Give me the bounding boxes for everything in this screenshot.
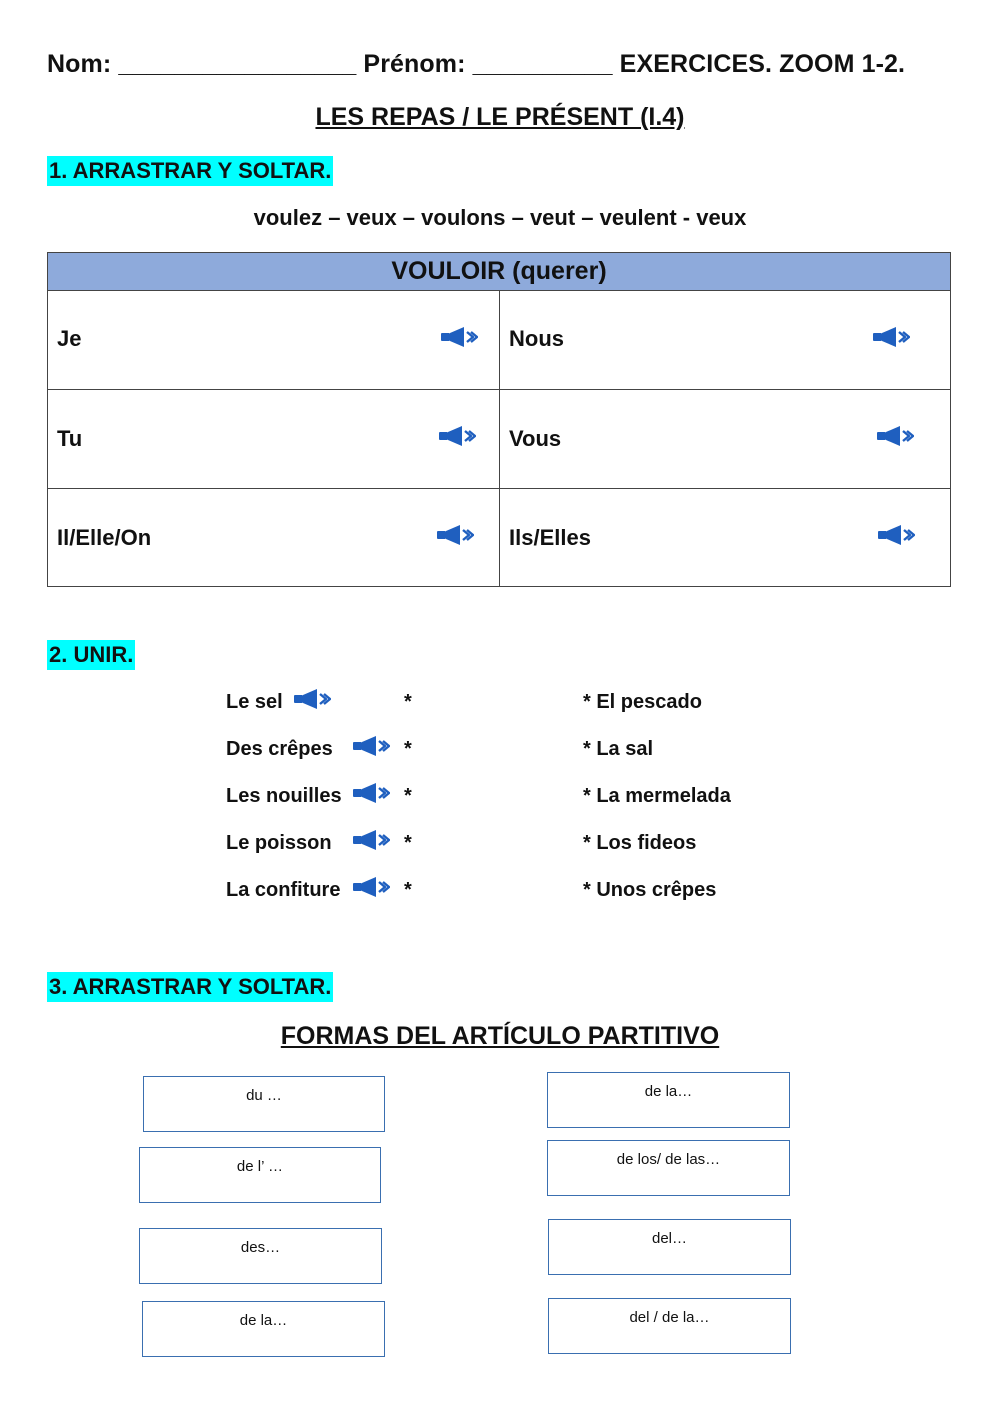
- speaker-icon[interactable]: [872, 326, 910, 348]
- drop-box[interactable]: del / de la…: [548, 1298, 791, 1354]
- speaker-icon[interactable]: [436, 524, 474, 546]
- match-right-item[interactable]: * La mermelada: [583, 785, 731, 807]
- speaker-icon[interactable]: [352, 782, 390, 804]
- speaker-icon[interactable]: [877, 524, 915, 546]
- drop-box[interactable]: de l’ …: [139, 1147, 381, 1203]
- speaker-icon[interactable]: [438, 425, 476, 447]
- pronoun-label: Il/Elle/On: [57, 525, 152, 550]
- conj-cell-il-elle-on[interactable]: [48, 489, 500, 586]
- pronoun-label: Ils/Elles: [509, 525, 591, 550]
- drop-box[interactable]: des…: [139, 1228, 382, 1284]
- match-dot-left[interactable]: *: [404, 738, 412, 760]
- speaker-icon[interactable]: [876, 425, 914, 447]
- word-bank[interactable]: voulez – veux – voulons – veut – veulent - veux: [253, 205, 747, 230]
- match-left-item[interactable]: Le poisson: [226, 832, 332, 854]
- section-2-label: 2. UNIR.: [47, 640, 135, 670]
- page-subtitle: LES REPAS / LE PRÉSENT (I.4): [315, 103, 685, 131]
- conjugation-table: [47, 252, 951, 587]
- speaker-icon[interactable]: [440, 326, 478, 348]
- section-1-label: 1. ARRASTRAR Y SOLTAR.: [47, 156, 333, 186]
- match-dot-left[interactable]: *: [404, 879, 412, 901]
- speaker-icon[interactable]: [352, 829, 390, 851]
- speaker-icon[interactable]: [352, 876, 390, 898]
- match-left-item[interactable]: Des crêpes: [226, 738, 333, 760]
- match-left-item[interactable]: Le sel: [226, 691, 283, 713]
- match-dot-left[interactable]: *: [404, 691, 412, 713]
- match-right-item[interactable]: * Unos crêpes: [583, 879, 717, 901]
- drop-box[interactable]: de los/ de las…: [547, 1140, 790, 1196]
- conj-cell-vous[interactable]: [500, 390, 950, 489]
- header-line: Nom: _________________ Prénom: __________ EXERCICES. ZOOM 1-2.: [47, 50, 906, 78]
- pronoun-label: Vous: [509, 426, 562, 451]
- pronoun-label: Tu: [57, 426, 83, 451]
- partitive-title: FORMAS DEL ARTÍCULO PARTITIVO: [280, 1022, 720, 1050]
- drop-box[interactable]: de la…: [547, 1072, 790, 1128]
- pronoun-label: Nous: [509, 326, 564, 351]
- match-left-item[interactable]: Les nouilles: [226, 785, 342, 807]
- conj-cell-tu[interactable]: [48, 390, 500, 489]
- drop-box[interactable]: del…: [548, 1219, 791, 1275]
- match-right-item[interactable]: * La sal: [583, 738, 654, 760]
- drop-box[interactable]: du …: [143, 1076, 385, 1132]
- pronoun-label: Je: [57, 326, 82, 351]
- table-heading: VOULOIR (querer): [48, 253, 950, 291]
- match-right-item[interactable]: * El pescado: [583, 691, 702, 713]
- match-dot-left[interactable]: *: [404, 832, 412, 854]
- conj-cell-ils-elles[interactable]: [500, 489, 950, 586]
- conj-cell-je[interactable]: [48, 290, 500, 390]
- section-3-label: 3. ARRASTRAR Y SOLTAR.: [47, 972, 333, 1002]
- speaker-icon[interactable]: [352, 735, 390, 757]
- drop-box[interactable]: de la…: [142, 1301, 385, 1357]
- speaker-icon[interactable]: [293, 688, 331, 710]
- match-left-item[interactable]: La confiture: [226, 879, 341, 901]
- match-right-item[interactable]: * Los fideos: [583, 832, 697, 854]
- conj-cell-nous[interactable]: [500, 290, 950, 390]
- match-dot-left[interactable]: *: [404, 785, 412, 807]
